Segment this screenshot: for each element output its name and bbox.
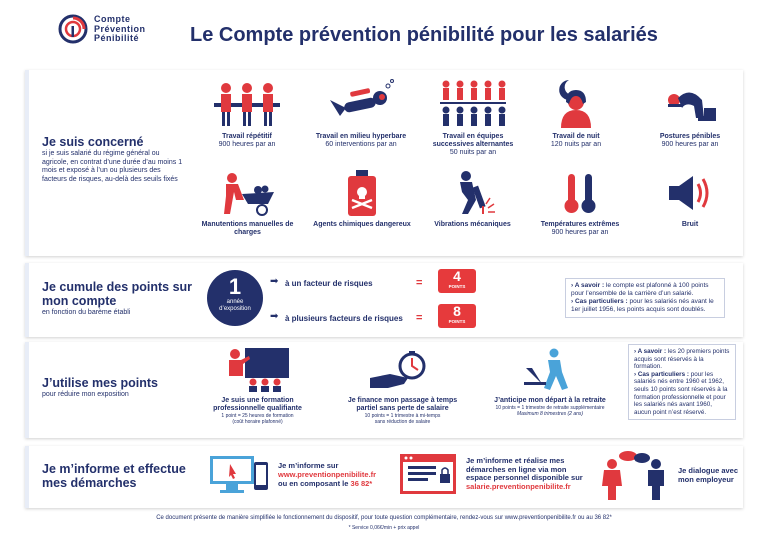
use-training xyxy=(200,348,315,425)
factor-threshold: 900 heures par an xyxy=(661,141,719,148)
inform-online xyxy=(466,457,588,491)
points-value: 4 xyxy=(453,268,461,284)
section-concerned-subtitle: si je suis salarié du régime général ou agricole, en contrat d’une durée d’au moins 1 mois et exposé à l’un ou plusieurs des facteurs de risques, au-delà des seuils fixés xyxy=(42,150,183,183)
chemical-bottle-icon xyxy=(342,170,382,216)
cpp-logo-icon xyxy=(58,14,88,44)
factor-manual-handling xyxy=(200,170,295,237)
exposure-year-text: année d’exposition xyxy=(219,299,251,312)
logo-line-1: Compte xyxy=(94,14,131,24)
use-label: Je suis une formation professionnelle qualifiante xyxy=(213,397,302,412)
factor-threshold: 60 interventions par an xyxy=(325,141,397,148)
exposure-year-circle xyxy=(207,270,263,326)
equals-sign: = xyxy=(416,312,423,324)
section-use-points-subtitle: pour réduire mon exposition xyxy=(42,391,129,398)
note-text: les 20 premiers points acquis sont réservés à la formation. xyxy=(634,348,730,371)
section-use-points-title: J’utilise mes points xyxy=(42,376,159,390)
use-label: Je finance mon passage à temps partiel sans perte de salaire xyxy=(347,397,458,412)
multiple-factor-text: à plusieurs facteurs de risques xyxy=(285,314,403,323)
training-icon xyxy=(225,348,291,392)
points-badge-single xyxy=(438,269,476,293)
browser-lock-icon xyxy=(400,454,460,498)
factor-threshold: 50 nuits par an xyxy=(449,149,497,156)
factor-painful-postures xyxy=(640,78,740,149)
use-label: J’anticipe mon départ à la retraite xyxy=(494,397,606,404)
factor-label: Travail en équipes successives alternantes xyxy=(432,133,514,148)
inform-online-text: Je m’informe et réalise mes démarches en ligne via mon espace personnel disponible sur xyxy=(466,456,583,482)
section-concerned-title: Je suis concerné xyxy=(42,135,144,149)
factor-hyperbaric xyxy=(306,78,416,149)
thermometer-icon xyxy=(560,170,600,216)
workers-line-icon xyxy=(212,78,282,128)
use-detail: sans réduction de salaire xyxy=(374,419,431,425)
factor-threshold: 120 nuits par an xyxy=(550,141,602,148)
accumulate-note xyxy=(565,278,725,318)
footer-price-note: * Service 0,06€/min + prix appel xyxy=(348,525,420,531)
inform-employer: Je dialogue avec mon employeur xyxy=(678,466,739,484)
use-detail: 1 point = 25 heures de formation xyxy=(221,413,294,419)
arrow-right-icon: ➡ xyxy=(270,311,279,322)
use-part-time xyxy=(340,348,465,425)
factor-shift-work xyxy=(428,78,518,157)
team-shifts-icon xyxy=(438,78,508,128)
factor-night-work xyxy=(536,78,616,149)
note-label: › A savoir : xyxy=(571,282,605,289)
section-inform-title: Je m’informe et effectue mes démarches xyxy=(42,462,186,490)
note-text: pour les salariés nés avant le 1er juillet 1956, les points acquis sont doublés. xyxy=(571,298,714,313)
hand-clock-icon xyxy=(368,348,438,392)
note-text: le compte est plafonné à 100 points pour l’ensemble de la carrière d’un salarié. xyxy=(571,282,709,297)
computer-phone-icon xyxy=(210,454,272,498)
wheelbarrow-icon xyxy=(218,170,278,216)
use-early-retirement xyxy=(485,348,615,417)
use-points-note xyxy=(628,344,736,420)
factor-chemicals xyxy=(312,170,412,229)
equals-sign: = xyxy=(416,277,423,289)
use-detail: 10 points = 1 trimestre à mi-temps xyxy=(364,413,441,419)
factor-threshold: 900 heures par an xyxy=(551,229,609,236)
note-label: › Cas particuliers : xyxy=(634,370,689,378)
factor-label: Manutentions manuelles de charges xyxy=(201,221,294,236)
use-detail: 10 points = 1 trimestre de retraite supplémentaire xyxy=(495,405,605,411)
factor-label: Postures pénibles xyxy=(659,133,721,140)
factor-noise xyxy=(655,170,725,229)
exposure-year-number: 1 xyxy=(228,274,242,299)
logo xyxy=(58,14,178,56)
factor-label: Travail de nuit xyxy=(552,133,600,140)
section-accumulate-subtitle: en fonction du barème établi xyxy=(42,309,131,316)
page-title: Le Compte prévention pénibilité pour les salariés xyxy=(190,24,658,46)
loudspeaker-icon xyxy=(665,170,715,216)
factor-label: Travail en milieu hyperbare xyxy=(315,133,407,140)
arrow-right-icon: ➡ xyxy=(270,276,279,287)
moon-worker-icon xyxy=(551,78,601,128)
factor-vibrations xyxy=(420,170,525,229)
inform-prefix: Je m’informe sur xyxy=(278,461,339,470)
diver-icon xyxy=(326,78,396,128)
inform-web-phone xyxy=(278,461,393,488)
note-label: › Cas particuliers : xyxy=(571,298,628,305)
phone-number[interactable]: 36 82* xyxy=(350,479,373,488)
employee-space-link[interactable]: salarie.preventionpenibilite.fr xyxy=(466,481,571,491)
website-link[interactable]: www.preventionpenibilite.fr xyxy=(278,470,377,479)
note-text: pour les salariés nés entre 1960 et 1962, seuls 10 points sont réservés à la formation professionnelle et pour les salariés nés avant 1960, aucun point n’est réservé. xyxy=(634,370,728,416)
section-accumulate-title: Je cumule des points sur mon compte xyxy=(42,280,193,308)
factor-label: Vibrations mécaniques xyxy=(434,221,511,228)
factor-repetitive-work xyxy=(202,78,292,149)
walking-retiree-icon xyxy=(520,348,580,392)
logo-line-2: Prévention xyxy=(94,23,146,34)
note-label: › A savoir : xyxy=(634,348,667,355)
use-detail: (coût horaire plafonné) xyxy=(232,419,283,425)
single-factor-text: à un facteur de risques xyxy=(285,279,373,288)
jackhammer-icon xyxy=(448,170,498,216)
factor-label: Travail répétitif xyxy=(222,133,272,140)
factor-label: Bruit xyxy=(681,221,699,228)
points-unit: POINTS xyxy=(448,319,466,324)
factor-label: Agents chimiques dangereux xyxy=(313,221,411,228)
points-value: 8 xyxy=(453,303,461,319)
logo-line-3: Pénibilité xyxy=(94,33,140,43)
points-unit: POINTS xyxy=(448,284,466,289)
factor-label: Températures extrêmes xyxy=(540,221,620,228)
factor-threshold: 900 heures par an xyxy=(218,141,276,148)
kneeling-worker-icon xyxy=(660,78,720,128)
points-badge-multiple xyxy=(438,304,476,328)
dialogue-icon xyxy=(598,450,672,500)
use-detail: Maximum 8 trimestres (2 ans) xyxy=(516,411,584,417)
factor-extreme-temperatures xyxy=(530,170,630,237)
inform-mid: ou en composant le xyxy=(278,479,349,488)
footer-disclaimer: Ce document présente de manière simplifiée le fonctionnement du dispositif, pour toute question complémentaire, rendez-vous sur www.preventionpenibilite.fr ou au 36 82* xyxy=(156,515,612,521)
